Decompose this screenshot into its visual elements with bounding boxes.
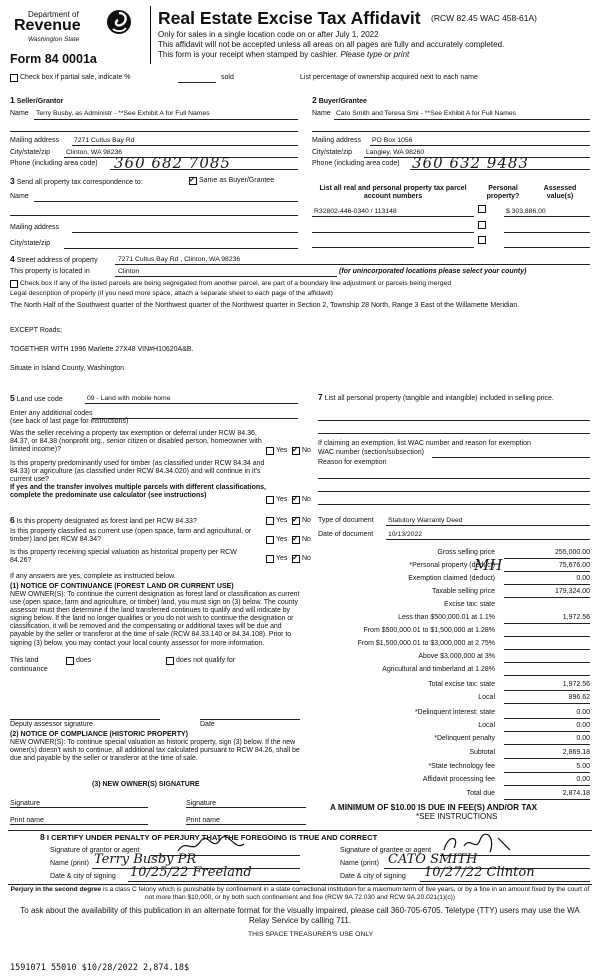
seller-city-value[interactable]: Clinton, WA 98236: [66, 149, 123, 156]
land-does-not-label: does not qualify for: [176, 657, 236, 664]
personal-checkbox-2[interactable]: [478, 221, 486, 229]
buyer-phone-value[interactable]: 360 632 9483: [412, 154, 529, 172]
tax-row-value[interactable]: [504, 640, 590, 650]
section7-text-span: List all personal property (tangible and intangible) included in selling price.: [324, 395, 554, 402]
tax-row: [318, 709, 590, 719]
section7-text: [318, 393, 590, 404]
tax-row-label: *Delinquent penalty: [434, 735, 495, 742]
tax-row-label: Exemption claimed (deduct): [408, 575, 495, 582]
tax-row-value[interactable]: 75,676.00: [504, 562, 590, 572]
tax-row-value[interactable]: 179,324.00: [504, 588, 590, 598]
dept-revenue: Revenue: [14, 17, 81, 34]
buyer-mailing-label: Mailing address: [312, 137, 362, 144]
header-line3-text: This form is your receipt when stamped by cashier.: [158, 50, 339, 59]
notice2-title: (2) NOTICE OF COMPLIANCE (HISTORIC PROPERTY): [10, 731, 188, 738]
tax-row-value[interactable]: 0.00: [504, 575, 590, 585]
ownership-note: List percentage of ownership acquired next to each name: [300, 74, 478, 81]
same-as-buyer-checkbox[interactable]: [189, 177, 197, 185]
doc-type-line: [386, 525, 590, 526]
forest-yes-checkbox[interactable]: [266, 517, 274, 525]
tax-row-value[interactable]: 896.62: [504, 694, 590, 704]
tax-row-value[interactable]: 1,972.56: [504, 681, 590, 691]
dept-state: Washington State: [28, 36, 80, 43]
q2-no-label: No: [302, 496, 311, 503]
current-use-yes-label: Yes: [276, 536, 288, 543]
owner-sig-line-1[interactable]: [10, 807, 148, 808]
land-does-not-checkbox[interactable]: [166, 657, 174, 665]
same-as-buyer-label: Same as Buyer/Grantee: [199, 177, 275, 184]
owner-print-label-1: Print name: [10, 817, 44, 824]
tax-row-value[interactable]: 255,000.00: [504, 549, 590, 559]
buyer-heading: [312, 95, 367, 105]
forest-no-checkbox[interactable]: [292, 517, 300, 525]
tax-row-value[interactable]: [504, 653, 590, 663]
land-use-line: [85, 403, 298, 404]
tax-row-value[interactable]: 0.00: [504, 722, 590, 732]
buyer-name-value[interactable]: Cato Smith and Teresa Smi - **See Exhibit A for Full Names: [336, 110, 517, 117]
parcel-line-1: [312, 216, 474, 217]
owner-sig-label-2: Signature: [186, 800, 216, 807]
land-use-value[interactable]: 09 - Land with mobile home: [87, 395, 171, 402]
section4-street-label-text: Street address of property: [16, 257, 98, 264]
land-use-label: [10, 393, 63, 403]
tax-row-label: Local: [478, 722, 495, 729]
legal-desc-3: TOGETHER WITH 1996 Marlette 27X48 VIN#H10620A&B.: [10, 346, 194, 353]
tax-row: [318, 776, 590, 786]
section6-q1: [10, 515, 197, 525]
legal-desc-1: The North Half of the Southwest quarter of the Northwest quarter of the Northwest quarter in Section 2, Township 28 North, Range 3 East of the Willamette Meridian.: [10, 302, 520, 309]
tax-row-value[interactable]: 1,972.56: [504, 614, 590, 624]
tax-row: [318, 763, 590, 773]
land-use-label-text: Land use code: [16, 396, 63, 403]
assessed-line-3: [504, 247, 590, 248]
grantor-date-label: Date & city of signing: [50, 873, 116, 880]
land-does-label: does: [76, 657, 92, 664]
buyer-name-line2: [312, 131, 590, 132]
buyer-heading-text: Buyer/Grantee: [318, 98, 367, 105]
tax-row: [318, 790, 590, 800]
tax-row-value[interactable]: 0.00: [504, 709, 590, 719]
parcel-header: List all real and personal property tax parcel account numbers: [319, 185, 467, 200]
tax-row-label: Local: [478, 694, 495, 701]
section3-num: 3: [10, 176, 15, 186]
header-line2: This affidavit will not be accepted unless all areas on all pages are fully and accurately completed.: [158, 40, 505, 49]
located-line: [115, 276, 337, 277]
tax-row: [318, 588, 590, 598]
doc-date-value[interactable]: 10/13/2022: [388, 531, 423, 538]
q1-yes-label: Yes: [276, 447, 288, 454]
parcel-line-2: [312, 232, 474, 233]
section8-top-rule: [8, 830, 592, 831]
section6-q1-text: Is this property designated as forest land per RCW 84.33?: [16, 518, 197, 525]
grantee-name-label: Name (print): [340, 860, 379, 867]
tax-row-label: From $1,500,000.01 to $3,000,000 at 2.75%: [357, 640, 495, 647]
section4-street-label: [10, 254, 98, 264]
treasurer-note: THIS SPACE TREASURER'S USE ONLY: [248, 931, 374, 938]
buyer-name-label: Name: [312, 110, 331, 117]
q1-no-checkbox[interactable]: [292, 447, 300, 455]
personal-property-line-2[interactable]: [318, 433, 590, 434]
tax-row: [318, 666, 590, 676]
tax-row-label: Total due: [466, 790, 495, 797]
header-divider: [150, 6, 151, 64]
perjury-bold: Perjury in the second degree: [10, 886, 102, 893]
personal-checkbox-1[interactable]: [478, 205, 486, 213]
tax-row-label: *State technology fee: [428, 763, 495, 770]
receipt-stamp: 1591071 55010 $10/28/2022 2,874.18$: [10, 963, 190, 973]
tax-row-value[interactable]: [504, 627, 590, 637]
section3-city-label: City/state/zip: [10, 240, 51, 247]
segregated-label: Check box if any of the listed parcels are being segregated from another parcel, are part of a boundary line adjustment or parcels being merged: [20, 280, 452, 287]
header-line3: [158, 50, 409, 59]
section3-name-label: Name: [10, 193, 29, 200]
current-use-yes-checkbox[interactable]: [266, 536, 274, 544]
section4-street-value[interactable]: 7271 Cultus Bay Rd , Clinton, WA 98236: [118, 256, 241, 263]
buyer-city-value[interactable]: Langley, WA 98260: [366, 149, 425, 156]
personal-header: Personal property?: [486, 185, 520, 200]
historic-yes-label: Yes: [276, 555, 288, 562]
reason-line-1[interactable]: [318, 478, 590, 479]
tax-row: [318, 549, 590, 559]
tax-row-label: Taxable selling price: [431, 588, 495, 595]
section5-q1: Was the seller receiving a property tax exemption or deferral under RCW 84.36, 84.37, or 84.38 (nonprofit org., senior citizen or disabled person, homeowner with limited income)?: [10, 430, 262, 453]
parcel-number-1[interactable]: R32802-446-0340 / 113148: [314, 208, 397, 215]
seller-phone-value[interactable]: 360 682 7085: [114, 154, 231, 172]
seller-city-label: City/state/zip: [10, 149, 51, 156]
section3-name-line[interactable]: [34, 201, 298, 202]
tax-row: [318, 749, 590, 759]
tax-row: [318, 614, 590, 624]
form-number: Form 84 0001a: [10, 52, 97, 66]
seller-phone-label: Phone (including area code): [10, 160, 98, 167]
tax-row: [318, 722, 590, 732]
historic-no-label: No: [302, 555, 311, 562]
section5-num: 5: [10, 393, 15, 403]
section6-num: 6: [10, 515, 15, 525]
seller-phone-line: [110, 169, 298, 170]
minimum-due-note: A MINIMUM OF $10.00 IS DUE IN FEE(S) AND/OR TAX: [330, 803, 538, 812]
owner-sig-line-2[interactable]: [186, 807, 306, 808]
seller-heading-text: Seller/Grantor: [16, 98, 64, 105]
deputy-sig-label: Deputy assessor signature: [10, 721, 93, 728]
land-does-checkbox[interactable]: [66, 657, 74, 665]
grantee-name-value[interactable]: CATO SMITH: [388, 852, 478, 867]
dept-line1: Department of: [28, 10, 79, 19]
grantee-date-label: Date & city of signing: [340, 873, 406, 880]
alt-format-notice: To ask about the availability of this publication in an alternate format for the visually impaired, please call 360-705-6705. Teletype (TTY) users may use the WA Relay Service by calling 711.: [20, 906, 580, 925]
perjury-text: is a class C felony which is punishable by confinement in a state correctional institution for a maximum term of five years, or by a fine in an amount fixed by the court of not more than $10,000, or by both such confinement and fine (RCW 9A.72.030 and RCW 9A.20.021(1)(c)): [103, 886, 590, 901]
section3-heading: [10, 176, 143, 186]
tax-row-value[interactable]: 2,874.18: [504, 790, 590, 800]
buyer-mailing-value[interactable]: PO Box 1056: [372, 137, 413, 144]
current-use-no-label: No: [302, 536, 311, 543]
tax-row-label: Agricultural and timberland at 1.28%: [382, 666, 495, 673]
notice1-text: NEW OWNER(S): To continue the current designation as forest land or classification as current use (open space, farm and agriculture, or timber) land, you must sign on (3) below. The county assessor must then determine if the land transferred continues to qualify and will indicate by signing below. If the land no longer qualifies or you do not wish to continue the designation or classification, it will be removed and the compensating or additional taxes will be due and payable by the seller or transferor at the time of sale (RCW 84.33.140 or 84.34.108). Prior to signing (3) below, you may contact your local county assessor for more information.: [10, 591, 300, 647]
grantee-sig-label: Signature of grantee or agent: [340, 847, 432, 854]
reason-label: Reason for exemption: [318, 459, 387, 466]
grantor-name-value[interactable]: Terry Busby PR: [94, 852, 197, 867]
owner-print-label-2: Print name: [186, 817, 220, 824]
personal-checkbox-3[interactable]: [478, 236, 486, 244]
section8-num: 8: [40, 832, 45, 842]
deputy-date-line[interactable]: [200, 719, 300, 720]
q1-yes-checkbox[interactable]: [266, 447, 274, 455]
tax-row-value[interactable]: 2,869.18: [504, 749, 590, 759]
seller-mailing-label: Mailing address: [10, 137, 60, 144]
seller-heading-num: 1: [10, 95, 15, 105]
tax-row: [318, 575, 590, 585]
tax-row-value[interactable]: 0.00: [504, 776, 590, 786]
grantee-date-value[interactable]: 10/27/22 Clinton: [424, 865, 535, 880]
q2-yes-label: Yes: [276, 496, 288, 503]
buyer-phone-line: [410, 169, 590, 170]
forest-no-label: No: [302, 517, 311, 524]
if-any-yes: If any answers are yes, complete as instructed below.: [10, 573, 176, 580]
tax-row-value[interactable]: 0.00: [504, 735, 590, 745]
grantor-name-label: Name (print): [50, 860, 89, 867]
seller-name-label: Name: [10, 110, 29, 117]
buyer-name-line: [334, 119, 590, 120]
section4-num: 4: [10, 254, 15, 264]
assessed-value-1[interactable]: $ 303,886.00: [506, 208, 546, 215]
revenue-swirl-icon: [105, 8, 133, 36]
seller-mailing-value[interactable]: 7271 Cultus Bay Rd: [74, 137, 135, 144]
wac-line[interactable]: [432, 457, 590, 458]
additional-codes-label: Enter any additional codes: [10, 410, 93, 417]
dor-logo: [8, 6, 133, 52]
tax-row-label: Excise tax: state: [444, 601, 495, 608]
buyer-city-label: City/state/zip: [312, 149, 353, 156]
buyer-mailing-line: [370, 145, 590, 146]
doc-date-line: [386, 539, 590, 540]
grantor-sig-label: Signature of grantor or agent: [50, 847, 140, 854]
tax-row: [318, 735, 590, 745]
grantor-date-line: [128, 881, 300, 882]
located-value[interactable]: Clinton: [118, 268, 140, 275]
current-use-no-checkbox[interactable]: [292, 536, 300, 544]
historic-no-checkbox[interactable]: [292, 555, 300, 563]
tax-row-label: Above $3,000,000 at 3%: [418, 653, 495, 660]
forest-yes-label: Yes: [276, 517, 288, 524]
section3-mailing-line[interactable]: [72, 232, 298, 233]
tax-row-label: *Personal property (deduct): [409, 562, 495, 569]
form-title-ref: (RCW 82.45 WAC 458-61A): [431, 13, 537, 23]
section6-q2: Is this property classified as current use (open space, farm and agricultural, or timber) land per RCW 84.34?: [10, 528, 252, 543]
owner-sig-label-1: Signature: [10, 800, 40, 807]
doc-type-value[interactable]: Statutory Warranty Deed: [388, 517, 463, 524]
section6-q3: Is this property receiving special valuation as historical property per RCW 84.26?: [10, 549, 237, 564]
exemption-label: If claiming an exemption, list WAC number and reason for exemption: [318, 440, 531, 447]
tax-row-label: Gross selling price: [437, 549, 495, 556]
header-line1: Only for sales in a single location code on or after July 1, 2022: [158, 30, 379, 39]
owner-print-line-1[interactable]: [10, 824, 148, 825]
partial-sale-percent-field[interactable]: [178, 82, 216, 83]
segregated-checkbox[interactable]: [10, 280, 18, 288]
buyer-phone-label: Phone (including area code): [312, 160, 400, 167]
wac-label: WAC number (section/subsection): [318, 449, 424, 456]
tax-row: [318, 681, 590, 691]
assessed-line-1: [504, 216, 590, 217]
tax-row: [318, 627, 590, 637]
form-title: Real Estate Excise Tax Affidavit: [158, 8, 421, 28]
tax-row-value[interactable]: 5.00: [504, 763, 590, 773]
grantor-date-value[interactable]: 10/25/22 Freeland: [130, 865, 252, 880]
partial-sale-label: Check box if partial sale, indicate %: [20, 74, 131, 81]
section3-mailing-label: Mailing address: [10, 224, 60, 231]
doc-date-label: Date of document: [318, 531, 374, 538]
see-instructions-note: *SEE INSTRUCTIONS: [416, 812, 498, 821]
legal-desc-4: Situate in Island County, Washington: [10, 365, 125, 372]
seller-name-line2: [10, 131, 298, 132]
tax-row-label: Less than $500,000.01 at 1.1%: [398, 614, 495, 621]
tax-row-label: Subtotal: [469, 749, 495, 756]
q2-yes-checkbox[interactable]: [266, 496, 274, 504]
section3-text: Send all property tax correspondence to:: [16, 179, 143, 186]
section3-city-line[interactable]: [64, 248, 298, 249]
reason-line-3[interactable]: [318, 504, 590, 505]
section8-bottom-rule: [8, 884, 592, 885]
partial-sale-checkbox[interactable]: [10, 74, 18, 82]
seller-name-line: [34, 119, 298, 120]
tax-row: [318, 562, 590, 572]
grantee-date-line: [420, 881, 590, 882]
tax-row: [318, 640, 590, 650]
legal-desc-2: EXCEPT Roads;: [10, 327, 63, 334]
this-land-label: This land: [10, 657, 39, 664]
tax-row: [318, 694, 590, 704]
q1-no-label: No: [302, 447, 311, 454]
section7-num: 7: [318, 392, 323, 402]
section5-q2: Is this property predominantly used for timber (as classified under RCW 84.34 and 84.33) or agriculture (as classified under RCW 84.34.020) and will continue in it's current use?: [10, 460, 265, 483]
tax-row-label: *Delinquent interest: state: [414, 709, 495, 716]
notice3-title: (3) NEW OWNER(S) SIGNATURE: [92, 781, 200, 788]
seller-mailing-line: [72, 145, 298, 146]
perjury-notice: [10, 886, 590, 902]
tax-row-label: From $500,000.01 to $1,500,000 at 1.28%: [363, 627, 495, 634]
section4-street-line: [115, 264, 590, 265]
q2-no-checkbox[interactable]: [292, 496, 300, 504]
section3-name-line2: [10, 215, 298, 216]
notice1-title: (1) NOTICE OF CONTINUANCE (FOREST LAND OR CURRENT USE): [10, 583, 234, 590]
historic-yes-checkbox[interactable]: [266, 555, 274, 563]
notice2-text: NEW OWNER(S): To continue special valuation as historic property, sign (3) below. If the new owner(s) doesn't wish to continue, all additional tax calculated pursuant to RCW 84.26, shall be due and payable by the seller or transferor at the time of sale.: [10, 739, 300, 763]
reason-line-2[interactable]: [318, 491, 590, 492]
located-label: This property is located in: [10, 268, 90, 275]
continuance-label: continuance: [10, 666, 48, 673]
assessed-line-2: [504, 232, 590, 233]
buyer-heading-num: 2: [312, 95, 317, 105]
partial-sale-sold: sold: [221, 74, 234, 81]
tax-row-label: Total excise tax: state: [428, 681, 495, 688]
section5-q2-bold: If yes and the transfer involves multiple parcels with different classifications, complete the predominate use calculator (see instructions): [10, 484, 266, 499]
tax-row-label: Affidavit processing fee: [422, 776, 495, 783]
deputy-date-label: Date: [200, 721, 215, 728]
personal-property-line-1[interactable]: [318, 420, 590, 421]
deputy-sig-line[interactable]: [10, 719, 160, 720]
certify-text: I CERTIFY UNDER PENALTY OF PERJURY THAT THE FOREGOING IS TRUE AND CORRECT: [46, 833, 378, 842]
tax-row: [318, 601, 590, 611]
parcel-line-3: [312, 247, 474, 248]
personal-property-initials: MH: [474, 556, 503, 574]
header-line3-italic: Please type or print: [340, 50, 410, 59]
unincorporated-note: (for unincorporated locations please select your county): [339, 268, 527, 275]
assessed-header: Assessed value(s): [543, 185, 577, 200]
seller-name-value[interactable]: Terry Busby, as Administr - **See Exhibit A for Full Names: [36, 110, 210, 117]
tax-row-value[interactable]: [504, 666, 590, 676]
owner-print-line-2[interactable]: [186, 824, 306, 825]
tax-row: [318, 653, 590, 663]
additional-codes-note: (see back of last page for instructions): [10, 418, 129, 425]
doc-type-label: Type of document: [318, 517, 374, 524]
seller-heading: [10, 95, 63, 105]
legal-label: Legal description of property (if you need more space, attach a separate sheet to each page of the affidavit): [10, 290, 333, 297]
